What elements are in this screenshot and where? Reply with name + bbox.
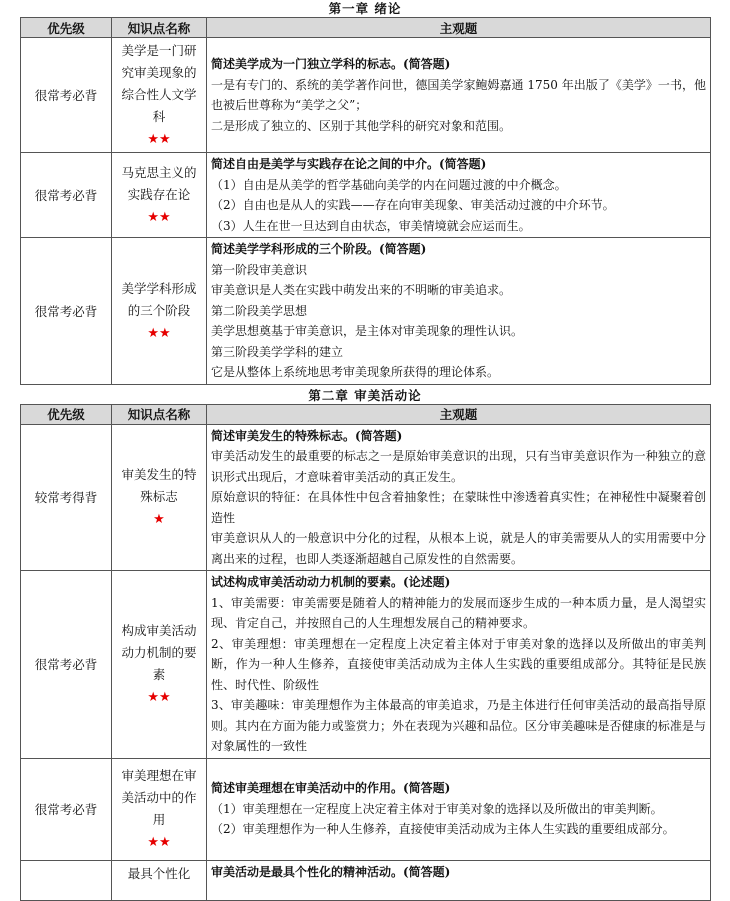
- answer-line: 3、审美趣味：审美理想作为主体最高的审美追求，乃是主体进行任何审美活动的最高指导原则。其内在方面为能力或鉴赏力；外在表现为兴趣和品位。区分审美趣味是否健康的标准是与对象属性的一致性: [211, 698, 706, 753]
- answer-line: 审美活动发生的最重要的标志之一是原始审美意识的出现，只有当审美意识作为一种独立的意识形式出现后，才意味着审美活动的真正发生。: [211, 449, 706, 484]
- topic-name: 马克思主义的实践存在论: [121, 165, 197, 202]
- question-title: 简述美学学科形成的三个阶段。(简答题): [211, 242, 427, 256]
- topic-name: 最具个性化: [127, 865, 191, 881]
- answer-line: 二是形成了独立的、区别于其他学科的研究对象和范围。: [211, 118, 512, 133]
- answer-line: 第三阶段美学学科的建立: [211, 344, 344, 359]
- question-title: 简述审美发生的特殊标志。(简答题): [211, 428, 403, 443]
- priority-cell: 很常考必背: [21, 38, 112, 153]
- topic-cell: [112, 38, 207, 153]
- chapter-2-title: 第二章 审美活动论: [308, 387, 422, 403]
- star-rating: ★★: [147, 325, 171, 341]
- chapter-2-table: [20, 404, 711, 901]
- topic-name: 美学学科形成的三个阶段: [121, 280, 197, 318]
- answer-line: 一是有专门的、系统的美学著作问世，德国美学家鲍姆嘉通 1750 年出版了《美学》一书，他也被后世尊称为“美学之父”；: [211, 77, 706, 112]
- priority-cell: 很常考必背: [21, 571, 112, 759]
- answer-line: 1、审美需要：审美需要是随着人的精神能力的发展而逐步生成的一种本质力量，是人渴望实现、肯定自己，并按照自己的人生理想发展自己的精神要求。: [211, 595, 706, 630]
- topic-name: 审美理想在审美活动中的作用: [121, 768, 197, 827]
- table-row: [21, 571, 711, 759]
- chapter-1-table: [20, 17, 711, 385]
- chapter-1-title: 第一章 绪论: [328, 1, 402, 16]
- topic-cell: [112, 758, 207, 860]
- answer-line: （1）审美理想在一定程度上决定着主体对于审美对象的选择以及所做出的审美判断。: [211, 801, 663, 816]
- answer-cell: [207, 38, 711, 153]
- star-rating: ★★: [147, 690, 171, 706]
- topic-name: 审美发生的特殊标志: [121, 467, 197, 505]
- question-title: 简述自由是美学与实践存在论之间的中介。(简答题): [211, 157, 487, 171]
- table-row: [21, 238, 711, 385]
- answer-cell: [207, 153, 711, 238]
- topic-cell: [112, 860, 207, 900]
- answer-cell: [207, 424, 711, 571]
- answer-line: 美学思想奠基于审美意识，是主体对审美现象的理性认识。: [211, 324, 524, 338]
- priority-cell: 很常考必背: [21, 758, 112, 860]
- answer-line: （3）人生在世一旦达到自由状态，审美情境就会应运而生。: [211, 218, 531, 233]
- star-rating: ★★: [147, 210, 171, 225]
- table-header-row: [21, 404, 711, 424]
- header-level: 优先级: [21, 404, 112, 424]
- star-rating: ★★: [147, 835, 171, 850]
- header-question: 主观题: [207, 404, 711, 424]
- star-rating: ★: [153, 512, 165, 528]
- table-row: [21, 424, 711, 571]
- header-name: 知识点名称: [112, 18, 207, 38]
- answer-cell: [207, 238, 711, 385]
- table-row: [21, 860, 711, 900]
- answer-line: 审美意识是人类在实践中萌发出来的不明晰的审美追求。: [211, 283, 512, 297]
- topic-cell: [112, 238, 207, 385]
- header-question: 主观题: [207, 18, 711, 38]
- answer-line: 2、审美理想：审美理想在一定程度上决定着主体对于审美对象的选择以及所做出的审美判断，作为一种人生修养，直接使审美活动成为主体人生实践的重要组成部分。其特征是民族性、时代性、阶级性: [211, 636, 706, 692]
- priority-cell: [21, 860, 112, 900]
- answer-line: （2）自由也是从人的实践——存在向审美现象、审美活动过渡的中介环节。: [211, 198, 615, 212]
- answer-line: （2）审美理想作为一种人生修养，直接使审美活动成为主体人生实践的重要组成部分。: [211, 822, 675, 837]
- topic-name: 美学是一门研究审美现象的综合性人文学科: [121, 43, 197, 124]
- table-header-row: [21, 18, 711, 38]
- answer-line: 第一阶段审美意识: [211, 262, 308, 277]
- answer-cell: [207, 860, 711, 900]
- answer-line: 原始意识的特征：在具体性中包含着抽象性；在蒙昧性中渗透着真实性；在神秘性中凝聚着创造性: [211, 490, 706, 525]
- answer-line: 审美意识从人的一般意识中分化的过程，从根本上说，就是人的审美需要从人的实用需要中分离出来的过程，也即人类逐渐超越自己原发性的自然需要。: [211, 531, 706, 566]
- question-title: 审美活动是最具个性化的精神活动。(简答题): [211, 864, 451, 879]
- question-title: 试述构成审美活动动力机制的要素。(论述题): [211, 575, 451, 589]
- priority-cell: 很常考必背: [21, 153, 112, 238]
- header-name: 知识点名称: [112, 404, 207, 424]
- header-level: 优先级: [21, 18, 112, 38]
- table-row: [21, 153, 711, 238]
- topic-cell: [112, 571, 207, 759]
- answer-line: 第二阶段美学思想: [211, 303, 308, 318]
- priority-cell: 较常考得背: [21, 424, 112, 571]
- question-title: 简述审美理想在审美活动中的作用。(简答题): [211, 781, 451, 796]
- table-row: [21, 38, 711, 153]
- table-row: [21, 758, 711, 860]
- topic-name: 构成审美活动动力机制的要素: [121, 623, 197, 683]
- topic-cell: [112, 424, 207, 571]
- star-rating: ★★: [147, 132, 171, 147]
- question-title: 简述美学成为一门独立学科的标志。(简答题): [211, 57, 451, 71]
- answer-cell: [207, 758, 711, 860]
- answer-line: 它是从整体上系统地思考审美现象所获得的理论体系。: [211, 365, 500, 379]
- priority-cell: 很常考必背: [21, 238, 112, 385]
- topic-cell: [112, 153, 207, 238]
- answer-line: （1）自由是从美学的哲学基础向美学的内在问题过渡的中介概念。: [211, 177, 567, 192]
- answer-cell: [207, 571, 711, 759]
